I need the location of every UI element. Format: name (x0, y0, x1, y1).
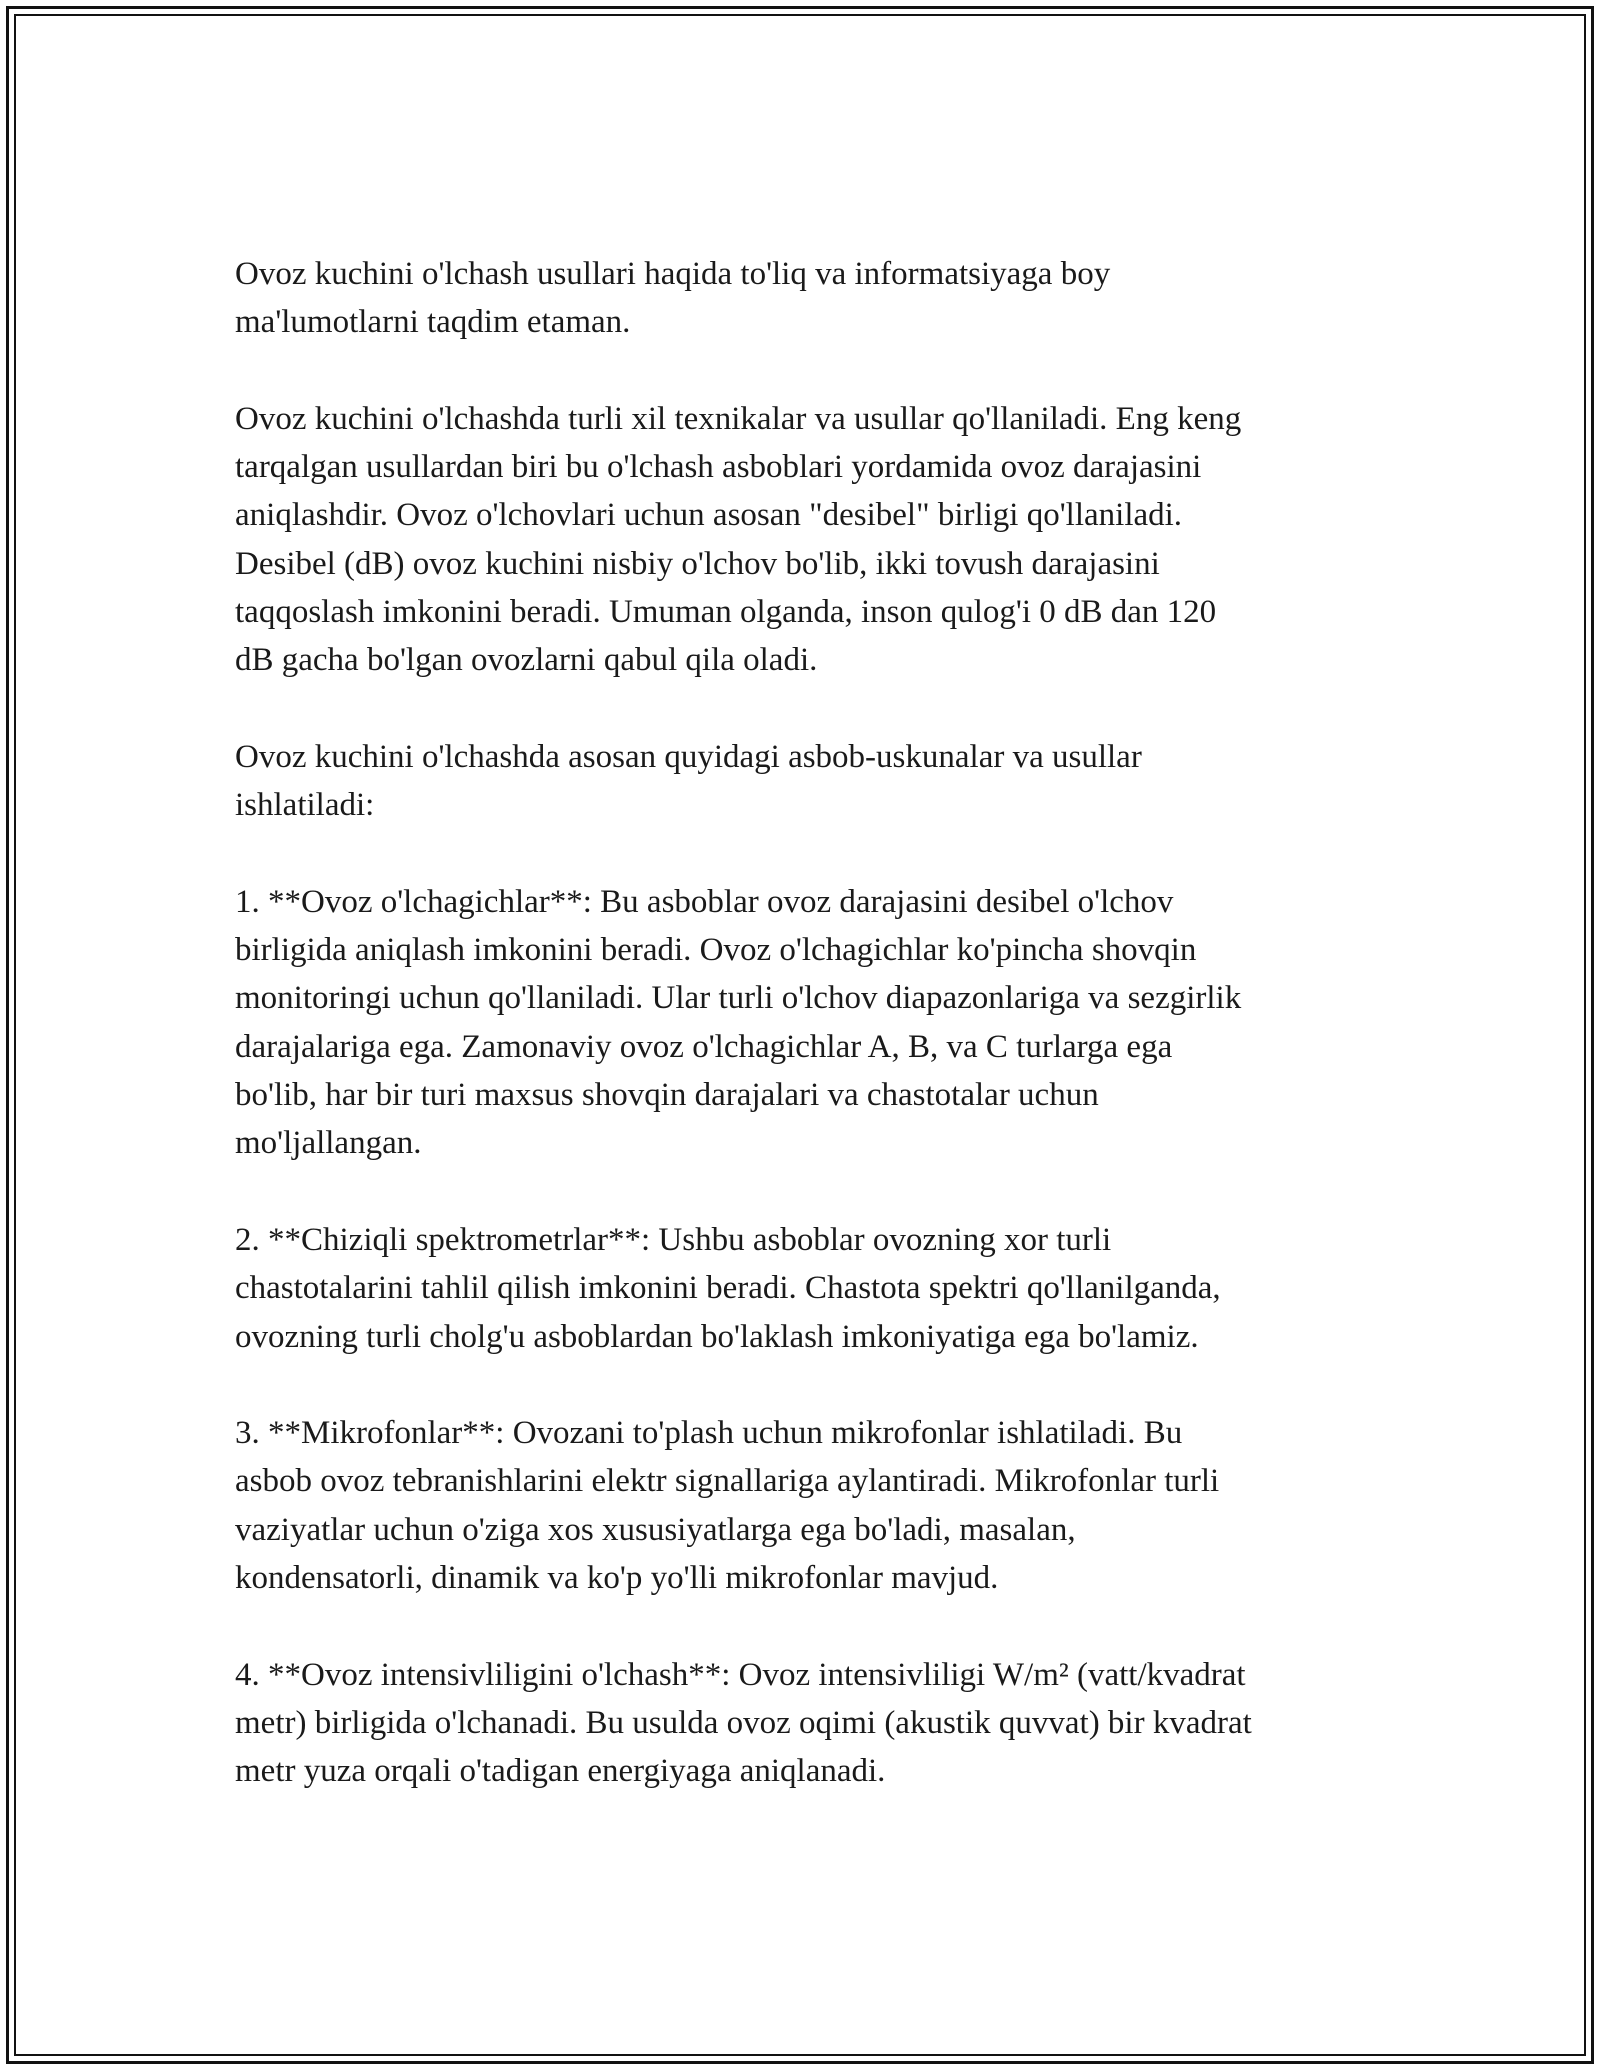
list-item-microphones: 3. **Mikrofonlar**: Ovozani to'plash uchun mikrofonlar ishlatiladi. Bu asbob ovoz tebranishlarini elektr signallariga aylantiradi. Mikrofonlar turli vaziyatlar uchun o'ziga xos xususiyatlarga ega bo'ladi, masalan, kondensatorli, dinamik va ko'p yo'lli mikrofonlar mavjud. (235, 1415, 1220, 1597)
list-item-sound-meters: 1. **Ovoz o'lchagichlar**: Bu asboblar ovoz darajasini desibel o'lchov birligida aniqlash imkonini beradi. Ovoz o'lchagichlar ko'pincha shovqin monitoringi uchun qo'llaniladi. Ular turli o'lchov diapazonlariga va sezgirlik darajalariga ega. Zamonaviy ovoz o'lchagichlar A, B, va C turlarga ega bo'lib, har bir turi maxsus shovqin darajalari va chastotalar uchun mo'ljallangan. (235, 883, 1242, 1162)
paragraph-list-intro: Ovoz kuchini o'lchashda asosan quyidagi asbob-uskunalar va usullar ishlatiladi: (235, 738, 1142, 824)
document-body (235, 250, 1375, 1796)
paragraph-intro: Ovoz kuchini o'lchash usullari haqida to'liq va informatsiyaga boy ma'lumotlarni taqdim etaman. (235, 256, 1111, 341)
paragraph-decibel: Ovoz kuchini o'lchashda turli xil texnikalar va usullar qo'llaniladi. Eng keng tarqalgan usullardan biri bu o'lchash asboblari yordamida ovoz darajasini aniqlashdir. Ovoz o'lchovlari uchun asosan "desibel" birligi qo'llaniladi. Desibel (dB) ovoz kuchini nisbiy o'lchov bo'lib, ikki tovush darajasini taqqoslash imkonini beradi. Umuman olganda, inson qulog'i 0 dB dan 120 dB gacha bo'lgan ovozlarni qabul qila oladi. (235, 400, 1242, 679)
list-item-intensity: 4. **Ovoz intensivliligini o'lchash**: Ovoz intensivliligi W/m² (vatt/kvadrat metr) birligida o'lchanadi. Bu usulda ovoz oqimi (akustik quvvat) bir kvadrat metr yuza orqali o'tadigan energiyaga aniqlanadi. (235, 1656, 1252, 1790)
list-item-spectrometers: 2. **Chiziqli spektrometrlar**: Ushbu asboblar ovozning xor turli chastotalarini tahlil qilish imkonini beradi. Chastota spektri qo'llanilganda, ovozning turli cholg'u asboblardan bo'laklash imkoniyatiga ega bo'lamiz. (235, 1221, 1221, 1355)
